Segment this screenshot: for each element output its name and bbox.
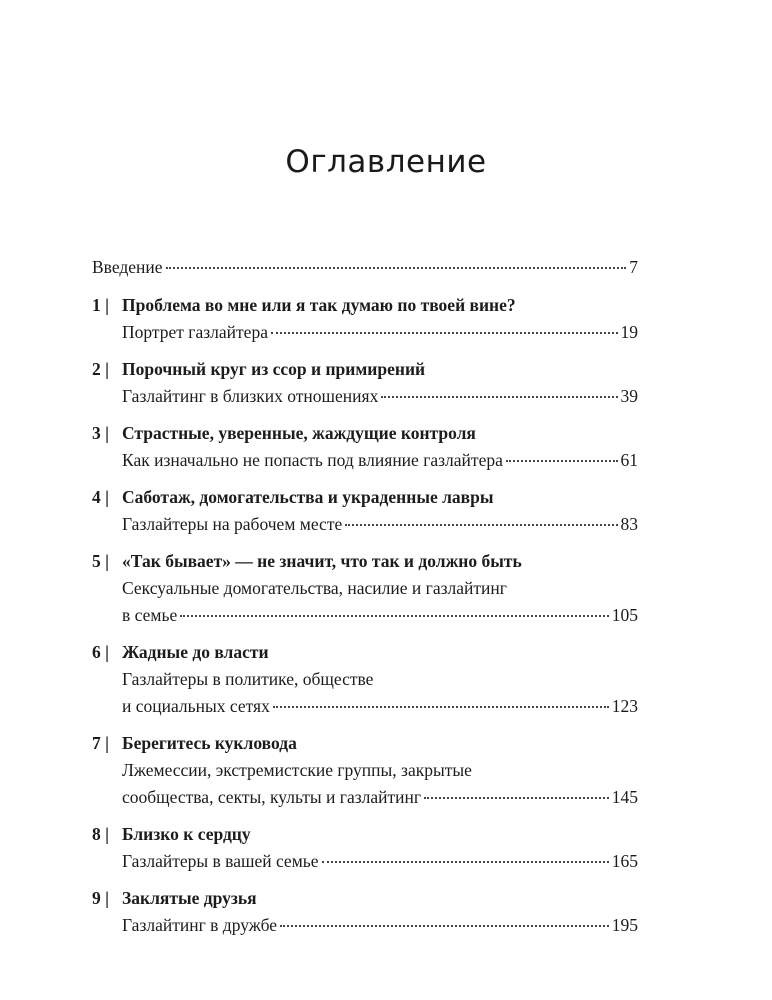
toc-chapter-1[interactable] — [92, 292, 638, 346]
chapter-number: 8 | — [92, 824, 109, 844]
chapter-title: Саботаж, домогательства и украденные лавры — [122, 487, 494, 507]
chapter-subtitle-last-line — [92, 848, 638, 875]
dot-leader — [271, 331, 618, 334]
page-number: 39 — [620, 386, 638, 406]
toc-chapter-9[interactable] — [92, 885, 638, 939]
chapter-number: 7 | — [92, 733, 109, 753]
dot-leader — [424, 796, 609, 799]
chapter-heading — [92, 821, 638, 848]
chapter-number: 3 | — [92, 423, 109, 443]
chapter-subtitle-text: Газлайтинг в близких отношениях — [122, 386, 379, 406]
toc-chapter-5[interactable] — [92, 548, 638, 629]
dot-leader — [280, 924, 609, 927]
chapter-title: Жадные до власти — [122, 642, 269, 662]
toc-entry-intro[interactable] — [92, 254, 638, 281]
chapter-subtitle-line: Сексуальные домогательства, насилие и газлайтинг — [122, 578, 507, 598]
toc-chapter-8[interactable] — [92, 821, 638, 875]
toc-chapter-7[interactable] — [92, 730, 638, 811]
chapter-subtitle-line: Лжемессии, экстремистские группы, закрытые — [122, 760, 472, 780]
table-of-contents — [92, 254, 638, 949]
chapter-subtitle-line: Газлайтеры в политике, обществе — [122, 669, 374, 689]
chapter-title: Берегитесь кукловода — [122, 733, 297, 753]
chapter-subtitle-last-line — [92, 602, 638, 629]
chapter-heading — [92, 639, 638, 666]
dot-leader — [180, 614, 609, 617]
chapter-subtitle-text: Газлайтеры в вашей семье — [122, 851, 319, 871]
chapter-subtitle-text: и социальных сетях — [122, 696, 270, 716]
chapter-subtitle-text: Газлайтеры на рабочем месте — [122, 514, 343, 534]
page-number: 19 — [620, 322, 638, 342]
chapter-heading — [92, 356, 638, 383]
page-number: 145 — [611, 787, 638, 807]
page-number: 83 — [620, 514, 638, 534]
chapter-subtitle-text: в семье — [122, 605, 178, 625]
page-title: Оглавление — [285, 143, 487, 180]
chapter-title: Близко к сердцу — [122, 824, 251, 844]
chapter-subtitle-last-line — [92, 447, 638, 474]
dot-leader — [166, 266, 627, 269]
chapter-number: 9 | — [92, 888, 109, 908]
chapter-heading — [92, 484, 638, 511]
page-number: 7 — [629, 257, 638, 277]
dot-leader — [345, 523, 617, 526]
chapter-title: Страстные, уверенные, жаждущие контроля — [122, 423, 476, 443]
page-number: 105 — [611, 605, 638, 625]
chapter-number: 1 | — [92, 295, 109, 315]
dot-leader — [273, 705, 609, 708]
chapter-heading — [92, 292, 638, 319]
chapter-subtitle-last-line — [92, 784, 638, 811]
dot-leader — [506, 459, 618, 462]
toc-chapter-3[interactable] — [92, 420, 638, 474]
chapter-subtitle-text: Как изначально не попасть под влияние газлайтера — [122, 450, 503, 470]
chapter-title: Порочный круг из ссор и примирений — [122, 359, 426, 379]
toc-chapter-6[interactable] — [92, 639, 638, 720]
page-number: 61 — [620, 450, 638, 470]
chapter-heading — [92, 730, 638, 757]
chapter-number: 5 | — [92, 551, 109, 571]
dot-leader — [381, 395, 617, 398]
chapter-subtitle-last-line — [92, 511, 638, 538]
toc-chapter-2[interactable] — [92, 356, 638, 410]
dot-leader — [322, 860, 609, 863]
chapter-title: Заклятые друзья — [122, 888, 257, 908]
page-number: 123 — [611, 696, 638, 716]
chapter-number: 2 | — [92, 359, 109, 379]
chapter-title: «Так бывает» — не значит, что так и должно быть — [122, 551, 522, 571]
chapter-subtitle-last-line — [92, 912, 638, 939]
chapter-subtitle-text: Газлайтинг в дружбе — [122, 915, 278, 935]
page-number: 195 — [611, 915, 638, 935]
toc-entry-label: Введение — [92, 257, 163, 277]
chapter-subtitle-last-line — [92, 319, 638, 346]
chapter-subtitle-last-line — [92, 693, 638, 720]
chapter-heading — [92, 420, 638, 447]
chapter-heading — [92, 548, 638, 575]
chapter-list — [92, 292, 638, 939]
chapter-heading — [92, 885, 638, 912]
chapter-title: Проблема во мне или я так думаю по твоей вине? — [122, 295, 516, 315]
toc-chapter-4[interactable] — [92, 484, 638, 538]
chapter-number: 4 | — [92, 487, 109, 507]
page-number: 165 — [611, 851, 638, 871]
chapter-number: 6 | — [92, 642, 109, 662]
chapter-subtitle-text: Портрет газлайтера — [122, 322, 268, 342]
chapter-subtitle-last-line — [92, 383, 638, 410]
chapter-subtitle-text: сообщества, секты, культы и газлайтинг — [122, 787, 422, 807]
